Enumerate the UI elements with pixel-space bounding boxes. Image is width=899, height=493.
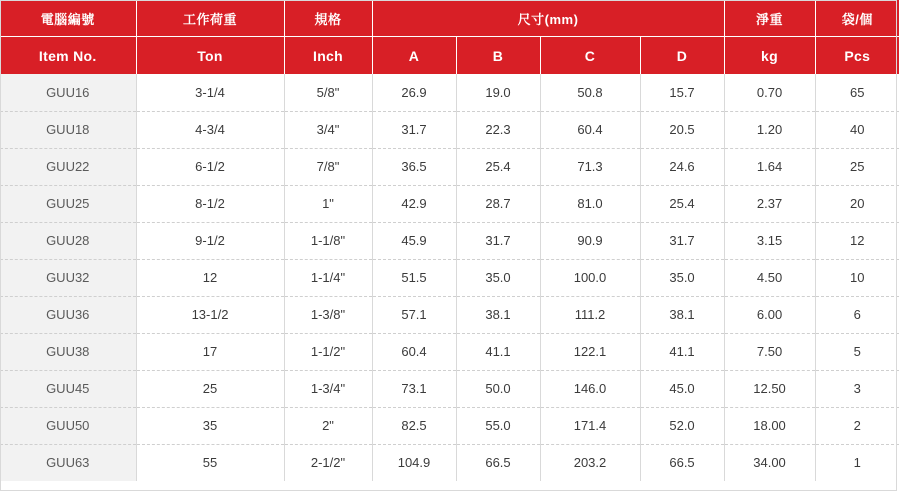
header-dim-c: C [540,37,640,75]
cell-kg: 0.70 [724,74,815,111]
cell-dim-d: 15.7 [640,74,724,111]
header-spec-cn: 規格 [284,0,372,37]
cell-item-no: GUU63 [0,444,136,481]
cell-dim-a: 73.1 [372,370,456,407]
cell-ton: 6-1/2 [136,148,284,185]
cell-inch: 1-3/8" [284,296,372,333]
cell-ton: 25 [136,370,284,407]
cell-dim-a: 42.9 [372,185,456,222]
header-dim-a: A [372,37,456,75]
cell-ton: 55 [136,444,284,481]
header-row-primary [0,0,899,37]
cell-pcs: 6 [815,296,899,333]
cell-dim-c: 146.0 [540,370,640,407]
cell-item-no: GUU38 [0,333,136,370]
header-working-load-cn: 工作荷重 [136,0,284,37]
cell-item-no: GUU36 [0,296,136,333]
cell-item-no: GUU18 [0,111,136,148]
cell-kg: 1.64 [724,148,815,185]
header-net-weight-cn: 淨重 [724,0,815,37]
cell-pcs: 1 [815,444,899,481]
cell-dim-c: 122.1 [540,333,640,370]
table-row [0,148,899,185]
cell-dim-a: 26.9 [372,74,456,111]
cell-dim-a: 60.4 [372,333,456,370]
cell-dim-b: 35.0 [456,259,540,296]
header-dim-d: D [640,37,724,75]
cell-dim-c: 60.4 [540,111,640,148]
cell-dim-b: 38.1 [456,296,540,333]
cell-item-no: GUU32 [0,259,136,296]
cell-dim-d: 38.1 [640,296,724,333]
cell-dim-d: 31.7 [640,222,724,259]
cell-inch: 3/4" [284,111,372,148]
table-row [0,185,899,222]
table-row [0,296,899,333]
cell-kg: 7.50 [724,333,815,370]
cell-inch: 1-1/4" [284,259,372,296]
cell-dim-b: 19.0 [456,74,540,111]
cell-dim-c: 50.8 [540,74,640,111]
cell-pcs: 2 [815,407,899,444]
cell-ton: 12 [136,259,284,296]
cell-dim-b: 55.0 [456,407,540,444]
cell-dim-d: 52.0 [640,407,724,444]
table-row [0,111,899,148]
table-row [0,222,899,259]
cell-ton: 13-1/2 [136,296,284,333]
cell-dim-d: 25.4 [640,185,724,222]
cell-pcs: 25 [815,148,899,185]
cell-kg: 2.37 [724,185,815,222]
cell-dim-a: 104.9 [372,444,456,481]
table-body [0,74,899,481]
cell-dim-a: 82.5 [372,407,456,444]
table-row [0,444,899,481]
cell-dim-c: 111.2 [540,296,640,333]
cell-kg: 4.50 [724,259,815,296]
cell-kg: 3.15 [724,222,815,259]
cell-ton: 35 [136,407,284,444]
cell-dim-d: 45.0 [640,370,724,407]
cell-ton: 8-1/2 [136,185,284,222]
table-row [0,259,899,296]
cell-dim-a: 57.1 [372,296,456,333]
cell-pcs: 65 [815,74,899,111]
cell-pcs: 20 [815,185,899,222]
header-dim-b: B [456,37,540,75]
header-kg: kg [724,37,815,75]
cell-inch: 7/8" [284,148,372,185]
cell-dim-d: 24.6 [640,148,724,185]
cell-dim-b: 50.0 [456,370,540,407]
cell-dim-c: 171.4 [540,407,640,444]
cell-pcs: 40 [815,111,899,148]
header-inch: Inch [284,37,372,75]
cell-pcs: 12 [815,222,899,259]
header-item-no: Item No. [0,37,136,75]
cell-dim-a: 51.5 [372,259,456,296]
cell-dim-b: 31.7 [456,222,540,259]
cell-dim-b: 22.3 [456,111,540,148]
cell-ton: 4-3/4 [136,111,284,148]
cell-kg: 18.00 [724,407,815,444]
cell-dim-a: 31.7 [372,111,456,148]
header-pcs: Pcs [815,37,899,75]
cell-dim-a: 36.5 [372,148,456,185]
cell-item-no: GUU22 [0,148,136,185]
cell-dim-c: 90.9 [540,222,640,259]
cell-item-no: GUU45 [0,370,136,407]
table-row [0,407,899,444]
header-ton: Ton [136,37,284,75]
cell-dim-a: 45.9 [372,222,456,259]
cell-dim-c: 100.0 [540,259,640,296]
cell-ton: 3-1/4 [136,74,284,111]
cell-kg: 6.00 [724,296,815,333]
cell-dim-c: 203.2 [540,444,640,481]
header-dimensions-cn: 尺寸(mm) [372,0,724,37]
table-row [0,370,899,407]
header-bag-per-piece-cn: 袋/個 [815,0,899,37]
cell-dim-d: 66.5 [640,444,724,481]
cell-kg: 12.50 [724,370,815,407]
cell-inch: 1-1/2" [284,333,372,370]
cell-item-no: GUU16 [0,74,136,111]
cell-dim-d: 35.0 [640,259,724,296]
cell-dim-b: 25.4 [456,148,540,185]
cell-ton: 9-1/2 [136,222,284,259]
header-item-no-cn: 電腦編號 [0,0,136,37]
table-row [0,74,899,111]
cell-inch: 2" [284,407,372,444]
cell-pcs: 5 [815,333,899,370]
header-row-secondary [0,37,899,75]
cell-dim-d: 20.5 [640,111,724,148]
cell-inch: 1-1/8" [284,222,372,259]
cell-item-no: GUU25 [0,185,136,222]
cell-inch: 5/8" [284,74,372,111]
cell-dim-c: 81.0 [540,185,640,222]
cell-item-no: GUU50 [0,407,136,444]
cell-kg: 34.00 [724,444,815,481]
cell-dim-c: 71.3 [540,148,640,185]
cell-dim-b: 28.7 [456,185,540,222]
cell-kg: 1.20 [724,111,815,148]
cell-dim-b: 66.5 [456,444,540,481]
cell-inch: 1-3/4" [284,370,372,407]
cell-pcs: 10 [815,259,899,296]
cell-inch: 1" [284,185,372,222]
cell-dim-b: 41.1 [456,333,540,370]
cell-inch: 2-1/2" [284,444,372,481]
table-header [0,0,899,74]
cell-ton: 17 [136,333,284,370]
cell-item-no: GUU28 [0,222,136,259]
cell-dim-d: 41.1 [640,333,724,370]
cell-pcs: 3 [815,370,899,407]
table-row [0,333,899,370]
